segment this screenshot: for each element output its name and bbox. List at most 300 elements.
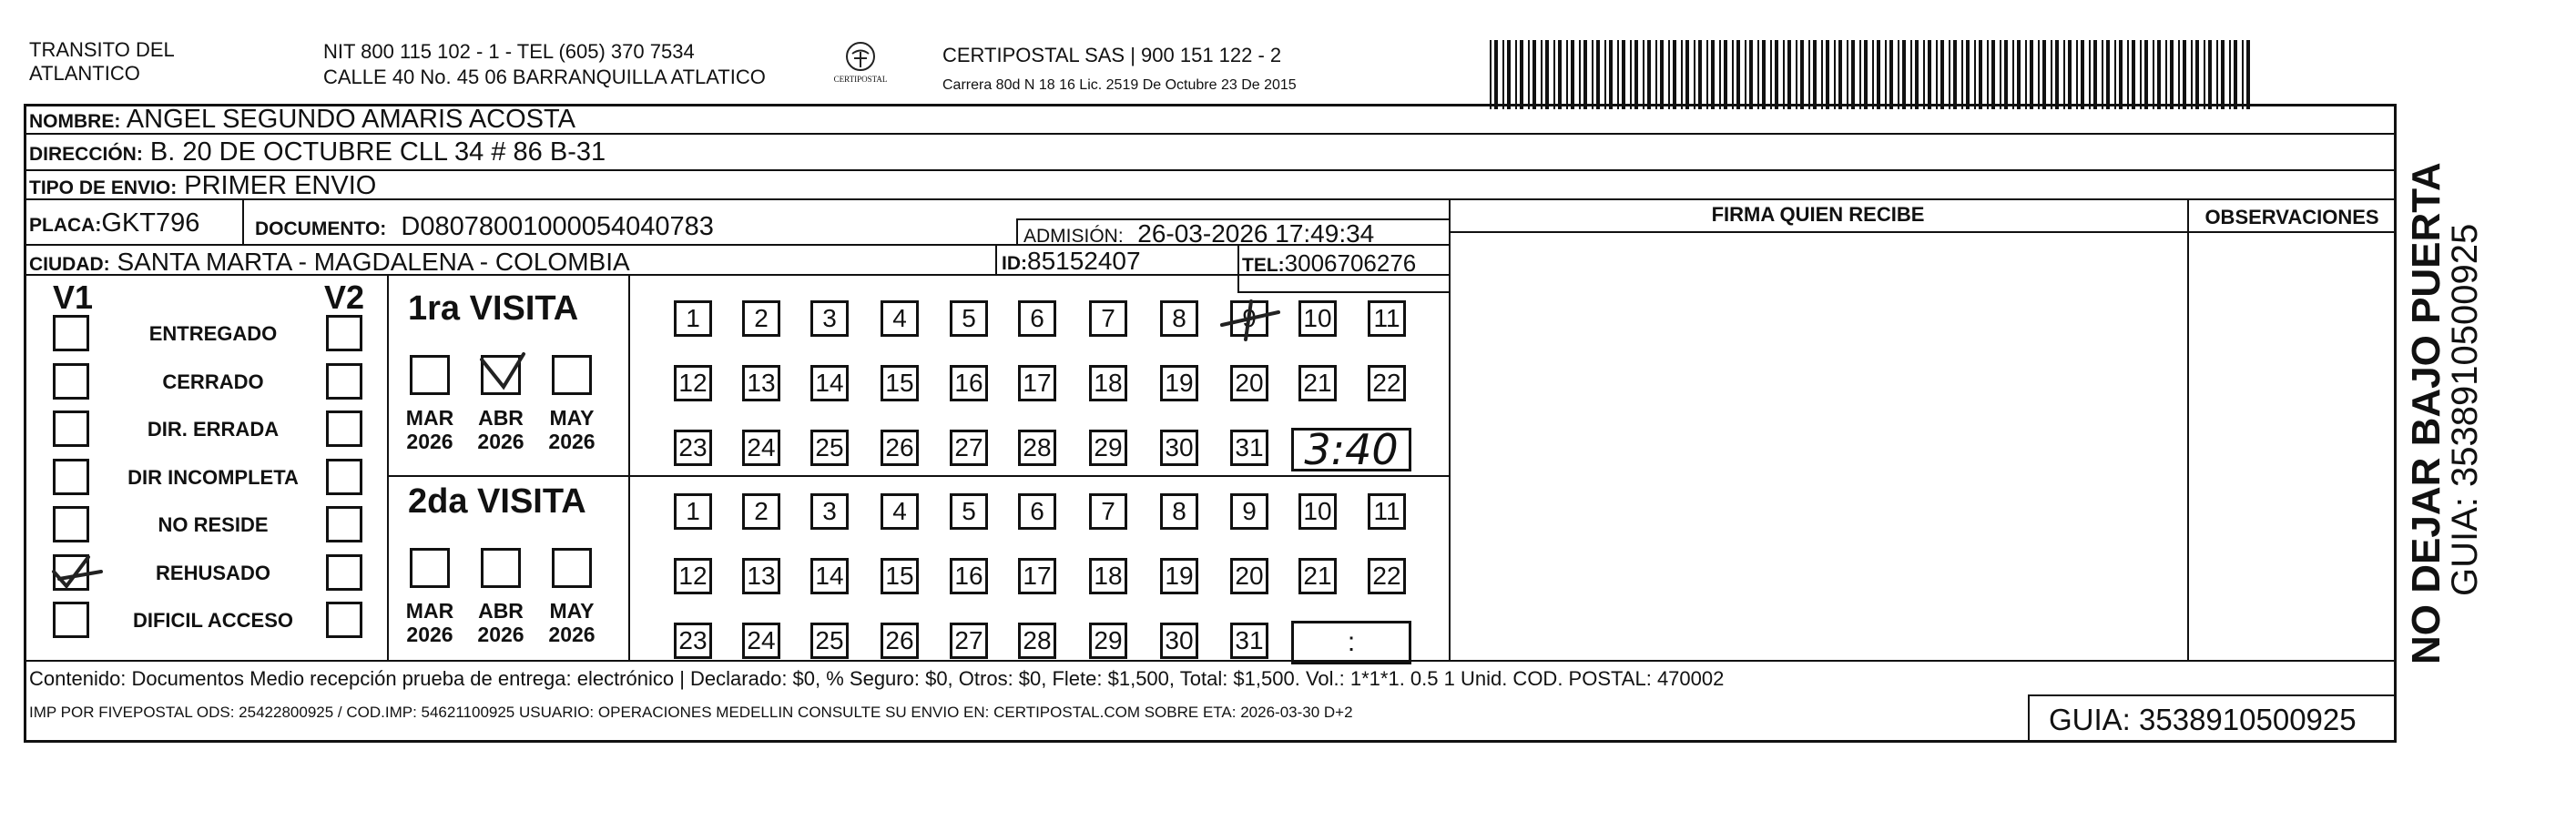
month-checkbox-may[interactable]: [552, 548, 592, 588]
day-number: 8: [1172, 497, 1186, 525]
barcode-bar: [1668, 40, 1670, 109]
month-label: [398, 406, 462, 453]
barcode-bar: [1949, 40, 1950, 109]
barcode-bar: [1681, 40, 1683, 109]
status-label: DIFICIL ACCESO: [132, 609, 293, 632]
barcode-bar: [2191, 40, 2193, 109]
barcode-bar: [1851, 40, 1855, 109]
day-box-18[interactable]: [1089, 365, 1127, 401]
barcode-bar: [1541, 40, 1543, 109]
barcode-bar: [1821, 40, 1823, 109]
v1-checkbox[interactable]: [53, 554, 89, 591]
day-box-12[interactable]: [674, 365, 712, 401]
barcode-bar: [1604, 40, 1606, 109]
month-year: 2026: [406, 623, 453, 646]
sender-nit: NIT 800 115 102 - 1 - TEL (605) 370 7534: [323, 40, 695, 63]
day-number: 13: [747, 369, 776, 397]
barcode-bar: [1991, 40, 1995, 109]
day-box-6[interactable]: [1018, 300, 1056, 337]
barcode-bar: [1579, 40, 1581, 109]
day-number: 16: [954, 562, 983, 590]
day-box-1[interactable]: [674, 493, 712, 530]
barcode-bar: [2119, 40, 2123, 109]
day-number: 12: [678, 369, 708, 397]
barcode-bar: [2157, 40, 2161, 109]
barcode-bar: [1706, 40, 1708, 109]
day-box-23[interactable]: [674, 623, 712, 659]
barcode-bar: [1596, 40, 1600, 109]
month-name: MAR: [405, 406, 454, 430]
day-number: 24: [747, 626, 776, 654]
barcode-bar: [1885, 40, 1887, 109]
day-box-5[interactable]: [950, 300, 988, 337]
day-number: 31: [1235, 626, 1264, 654]
v1-header: V1: [53, 279, 94, 316]
day-box-4[interactable]: [881, 493, 919, 530]
barcode-bar: [1507, 40, 1511, 109]
documento-field: [255, 213, 714, 243]
barcode-bar: [2055, 40, 2059, 109]
day-box-26[interactable]: [881, 623, 919, 659]
day-number: 14: [815, 562, 844, 590]
day-number: 11: [1373, 497, 1400, 525]
day-box-9[interactable]: [1230, 493, 1268, 530]
barcode-bar: [2216, 40, 2218, 109]
barcode-bar: [1566, 40, 1568, 109]
barcode-bar: [1609, 40, 1613, 109]
barcode-bar: [1770, 40, 1772, 109]
month-name: ABR: [478, 406, 524, 430]
day-number: 27: [954, 626, 983, 654]
day-number: 8: [1172, 304, 1186, 332]
visit-time-box[interactable]: [1291, 621, 1411, 664]
barcode-bar: [1902, 40, 1906, 109]
placa-label: PLACA:: [29, 215, 102, 236]
barcode-bar: [2246, 40, 2250, 109]
day-number: 12: [678, 562, 708, 590]
barcode-bar: [1813, 40, 1817, 109]
day-number: 21: [1303, 562, 1332, 590]
day-box-11[interactable]: [1368, 300, 1406, 337]
v2-checkbox[interactable]: [326, 363, 362, 400]
barcode-bar: [1889, 40, 1893, 109]
day-box-12[interactable]: [674, 558, 712, 594]
barcode-bar: [1800, 40, 1804, 109]
month-name: MAY: [549, 599, 595, 623]
month-label: [540, 406, 604, 453]
barcode-bar: [1490, 40, 1492, 109]
day-number: 28: [1023, 626, 1052, 654]
barcode-bar: [2183, 40, 2186, 109]
day-number: 20: [1235, 562, 1264, 590]
day-number: 30: [1165, 626, 1194, 654]
day-number: 29: [1094, 433, 1123, 461]
day-box-3[interactable]: [810, 300, 849, 337]
day-box-31[interactable]: [1230, 430, 1268, 466]
day-number: 18: [1094, 562, 1123, 590]
day-number: 26: [885, 433, 914, 461]
day-box-13[interactable]: [742, 365, 780, 401]
barcode-bar: [2081, 40, 2084, 109]
day-number: 29: [1094, 626, 1123, 654]
v1-checkbox[interactable]: [53, 315, 89, 351]
barcode-bar: [2068, 40, 2072, 109]
barcode-bar: [1520, 40, 1523, 109]
day-box-7[interactable]: [1089, 493, 1127, 530]
day-box-21[interactable]: [1298, 558, 1337, 594]
day-box-8[interactable]: [1160, 300, 1198, 337]
day-box-14[interactable]: [810, 365, 849, 401]
day-number: 13: [747, 562, 776, 590]
barcode-bar: [1915, 40, 1919, 109]
footer-guia: GUIA: 3538910500925: [2049, 703, 2357, 736]
barcode-bar: [2089, 40, 2091, 109]
barcode-bar: [1571, 40, 1574, 109]
day-box-13[interactable]: [742, 558, 780, 594]
barcode-bar: [1698, 40, 1702, 109]
day-box-25[interactable]: [810, 430, 849, 466]
day-number: 4: [892, 304, 907, 332]
status-label: REHUSADO: [156, 561, 270, 584]
barcode-bar: [1532, 40, 1536, 109]
day-number: 11: [1373, 304, 1400, 332]
day-number: 22: [1372, 369, 1401, 397]
day-number: 7: [1101, 304, 1115, 332]
barcode-bar: [1864, 40, 1868, 109]
month-checkbox-may[interactable]: [552, 355, 592, 395]
day-box-24[interactable]: [742, 623, 780, 659]
barcode-image: [1490, 40, 2255, 109]
v1-checkbox[interactable]: [53, 602, 89, 638]
handwritten-check-icon: [48, 552, 107, 592]
barcode-bar: [1979, 40, 1982, 109]
barcode-bar: [1515, 40, 1517, 109]
day-number: 9: [1242, 304, 1257, 332]
barcode-bar: [1558, 40, 1562, 109]
v1-checkbox[interactable]: [53, 506, 89, 542]
day-box-8[interactable]: [1160, 493, 1198, 530]
barcode-bar: [2076, 40, 2078, 109]
barcode-bar: [2042, 40, 2046, 109]
barcode-bar: [1685, 40, 1689, 109]
barcode-bar: [1987, 40, 1989, 109]
day-box-28[interactable]: [1018, 623, 1056, 659]
barcode-bar: [1974, 40, 1976, 109]
day-number: 7: [1101, 497, 1115, 525]
v1-checkbox[interactable]: [53, 363, 89, 400]
visit-2-title: 2da VISITA: [408, 482, 586, 521]
month-label: [469, 406, 533, 453]
status-label: CERRADO: [162, 370, 264, 393]
day-box-17[interactable]: [1018, 558, 1056, 594]
barcode-bar: [1592, 40, 1593, 109]
day-number: 1: [686, 497, 700, 525]
day-box-11[interactable]: [1368, 493, 1406, 530]
nombre-row: [29, 106, 575, 136]
day-box-1[interactable]: [674, 300, 712, 337]
direccion-row: [29, 138, 606, 168]
barcode-bar: [2063, 40, 2065, 109]
barcode-bar: [1711, 40, 1715, 109]
tipo-envio-label: TIPO DE ENVIO:: [29, 177, 178, 198]
month-label: [398, 599, 462, 646]
barcode-bar: [2051, 40, 2052, 109]
nombre-label: NOMBRE:: [29, 111, 121, 132]
visit-time: 3:40: [1304, 425, 1399, 474]
visit-time: :: [1347, 627, 1356, 657]
barcode-bar: [2000, 40, 2001, 109]
day-box-18[interactable]: [1089, 558, 1127, 594]
barcode-bar: [2195, 40, 2199, 109]
ciudad-value: SANTA MARTA - MAGDALENA - COLOMBIA: [117, 248, 630, 276]
barcode-bar: [2221, 40, 2225, 109]
day-box-5[interactable]: [950, 493, 988, 530]
ciudad-label: CIUDAD:: [29, 254, 110, 275]
barcode-bar: [1634, 40, 1638, 109]
barcode-bar: [1660, 40, 1664, 109]
carrier-line2: Carrera 80d N 18 16 Lic. 2519 De Octubre 23 De 2015: [942, 77, 1297, 93]
v2-checkbox[interactable]: [326, 506, 362, 542]
day-box-28[interactable]: [1018, 430, 1056, 466]
day-box-22[interactable]: [1368, 365, 1406, 401]
barcode-bar: [1732, 40, 1734, 109]
month-year: 2026: [406, 430, 453, 453]
barcode-bar: [2030, 40, 2033, 109]
barcode-bar: [1898, 40, 1899, 109]
barcode-bar: [1583, 40, 1587, 109]
barcode-bar: [1936, 40, 1938, 109]
day-box-3[interactable]: [810, 493, 849, 530]
barcode-bar: [2208, 40, 2212, 109]
day-box-24[interactable]: [742, 430, 780, 466]
day-number: 28: [1023, 433, 1052, 461]
day-number: 26: [885, 626, 914, 654]
barcode-bar: [1724, 40, 1727, 109]
day-box-23[interactable]: [674, 430, 712, 466]
observaciones-area[interactable]: [2189, 233, 2395, 659]
month-checkbox-abr[interactable]: [481, 355, 521, 395]
day-box-21[interactable]: [1298, 365, 1337, 401]
day-box-4[interactable]: [881, 300, 919, 337]
day-box-19[interactable]: [1160, 365, 1198, 401]
v1-checkbox[interactable]: [53, 459, 89, 495]
v1-checkbox[interactable]: [53, 410, 89, 447]
id-field: [1002, 248, 1141, 278]
barcode-bar: [2204, 40, 2205, 109]
v2-checkbox[interactable]: [326, 554, 362, 591]
carrier-line1: CERTIPOSTAL SAS | 900 151 122 - 2: [942, 44, 1282, 66]
direccion-label: DIRECCIÓN:: [29, 144, 143, 165]
visit-time-box[interactable]: [1291, 425, 1411, 474]
barcode-bar: [1910, 40, 1912, 109]
day-number: 10: [1303, 497, 1332, 525]
side-notice: NO DEJAR BAJO PUERTA: [2404, 162, 2449, 664]
day-box-14[interactable]: [810, 558, 849, 594]
day-number: 31: [1235, 433, 1264, 461]
day-box-29[interactable]: [1089, 623, 1127, 659]
v2-checkbox[interactable]: [326, 602, 362, 638]
sender-address: CALLE 40 No. 45 06 BARRANQUILLA ATLATICO: [323, 66, 766, 88]
handwritten-check-icon: [478, 350, 529, 398]
v2-checkbox[interactable]: [326, 315, 362, 351]
month-year: 2026: [548, 623, 596, 646]
day-number: 20: [1235, 369, 1264, 397]
day-number: 19: [1165, 562, 1194, 590]
barcode-bar: [1494, 40, 1498, 109]
barcode-bar: [1847, 40, 1848, 109]
day-box-2[interactable]: [742, 493, 780, 530]
day-number: 5: [962, 304, 976, 332]
day-box-15[interactable]: [881, 558, 919, 594]
v2-checkbox[interactable]: [326, 459, 362, 495]
v2-checkbox[interactable]: [326, 410, 362, 447]
barcode-bar: [1719, 40, 1721, 109]
barcode-bar: [1966, 40, 1970, 109]
month-checkbox-abr[interactable]: [481, 548, 521, 588]
barcode-bar: [1787, 40, 1791, 109]
barcode-bar: [1762, 40, 1766, 109]
day-box-16[interactable]: [950, 365, 988, 401]
day-number: 5: [962, 497, 976, 525]
barcode-bar: [1872, 40, 1874, 109]
day-number: 4: [892, 497, 907, 525]
day-box-7[interactable]: [1089, 300, 1127, 337]
barcode-bar: [1757, 40, 1759, 109]
barcode-bar: [2140, 40, 2142, 109]
day-number: 1: [686, 304, 700, 332]
day-number: 9: [1242, 497, 1257, 525]
month-year: 2026: [477, 623, 524, 646]
barcode-bar: [1834, 40, 1836, 109]
day-number: 2: [754, 497, 769, 525]
month-name: MAR: [405, 599, 454, 623]
day-number: 22: [1372, 562, 1401, 590]
barcode-bar: [2170, 40, 2174, 109]
day-box-30[interactable]: [1160, 430, 1198, 466]
imp-line: IMP POR FIVEPOSTAL ODS: 25422800925 / COD.IMP: 54621100925 USUARIO: OPERACIONES MEDELLIN CONSULTE SU ENVIO EN: CERTIPOSTAL.COM SOBRE ETA: 2026-03-30 D+2: [29, 704, 1353, 721]
day-box-10[interactable]: [1298, 493, 1337, 530]
barcode-bar: [1783, 40, 1785, 109]
day-number: 17: [1023, 369, 1052, 397]
day-number: 16: [954, 369, 983, 397]
day-box-19[interactable]: [1160, 558, 1198, 594]
firma-quien-recibe-label: FIRMA QUIEN RECIBE: [1711, 203, 1925, 226]
barcode-bar: [1961, 40, 1963, 109]
barcode-bar: [1826, 40, 1829, 109]
day-number: 19: [1165, 369, 1194, 397]
day-box-30[interactable]: [1160, 623, 1198, 659]
month-label: [469, 599, 533, 646]
status-label: DIR. ERRADA: [147, 418, 280, 441]
day-box-16[interactable]: [950, 558, 988, 594]
id-value: 85152407: [1027, 247, 1141, 275]
day-number: 27: [954, 433, 983, 461]
barcode-bar: [1647, 40, 1651, 109]
day-box-27[interactable]: [950, 430, 988, 466]
documento-value: D08078001000054040783: [401, 212, 714, 241]
handwritten-mark-icon: [1218, 298, 1282, 343]
barcode: [1490, 40, 2255, 109]
barcode-bar: [1796, 40, 1797, 109]
side-guia: GUIA: 3538910500925: [2445, 223, 2485, 596]
day-number: 2: [754, 304, 769, 332]
barcode-bar: [1749, 40, 1753, 109]
barcode-bar: [1775, 40, 1778, 109]
day-box-17[interactable]: [1018, 365, 1056, 401]
day-number: 3: [822, 304, 837, 332]
day-number: 25: [815, 626, 844, 654]
month-checkbox-mar[interactable]: [410, 355, 450, 395]
day-box-20[interactable]: [1230, 365, 1268, 401]
signature-area[interactable]: [1451, 233, 2185, 659]
day-box-6[interactable]: [1018, 493, 1056, 530]
day-box-29[interactable]: [1089, 430, 1127, 466]
day-box-22[interactable]: [1368, 558, 1406, 594]
day-number: 10: [1303, 304, 1332, 332]
certipostal-logo: [829, 40, 892, 95]
day-number: 18: [1094, 369, 1123, 397]
barcode-bar: [2178, 40, 2180, 109]
day-number: 30: [1165, 433, 1194, 461]
barcode-bar: [1673, 40, 1676, 109]
day-number: 21: [1303, 369, 1332, 397]
day-box-20[interactable]: [1230, 558, 1268, 594]
barcode-bar: [2017, 40, 2021, 109]
barcode-bar: [1923, 40, 1925, 109]
certipostal-logo-icon: [829, 40, 892, 95]
barcode-bar: [2114, 40, 2116, 109]
day-number: 6: [1030, 497, 1044, 525]
barcode-bar: [2229, 40, 2231, 109]
day-box-15[interactable]: [881, 365, 919, 401]
status-label: DIR INCOMPLETA: [127, 465, 299, 489]
barcode-bar: [1617, 40, 1619, 109]
day-box-10[interactable]: [1298, 300, 1337, 337]
barcode-bar: [1545, 40, 1549, 109]
barcode-bar: [2127, 40, 2129, 109]
day-box-9[interactable]: [1230, 300, 1268, 337]
day-box-31[interactable]: [1230, 623, 1268, 659]
barcode-bar: [1622, 40, 1625, 109]
day-box-26[interactable]: [881, 430, 919, 466]
month-name: MAY: [549, 406, 595, 430]
barcode-bar: [1553, 40, 1555, 109]
barcode-bar: [1655, 40, 1657, 109]
tel-value: 3006706276: [1284, 249, 1417, 277]
barcode-bar: [1859, 40, 1861, 109]
day-number: 17: [1023, 562, 1052, 590]
logo-text: CERTIPOSTAL: [833, 75, 888, 84]
admision-value: 26-03-2026 17:49:34: [1137, 219, 1375, 248]
id-label: ID:: [1002, 253, 1027, 274]
tel-label: TEL:: [1242, 255, 1285, 276]
barcode-bar: [1953, 40, 1957, 109]
barcode-bar: [2102, 40, 2103, 109]
barcode-bar: [1736, 40, 1740, 109]
barcode-bar: [1808, 40, 1810, 109]
day-number: 23: [678, 626, 708, 654]
day-box-27[interactable]: [950, 623, 988, 659]
day-box-25[interactable]: [810, 623, 849, 659]
barcode-bar: [2025, 40, 2027, 109]
tel-field: [1242, 249, 1416, 279]
day-box-2[interactable]: [742, 300, 780, 337]
month-checkbox-mar[interactable]: [410, 548, 450, 588]
v2-header: V2: [324, 279, 365, 316]
day-number: 24: [747, 433, 776, 461]
direccion-value: B. 20 DE OCTUBRE CLL 34 # 86 B-31: [149, 137, 606, 167]
placa-value: GKT796: [101, 208, 200, 238]
